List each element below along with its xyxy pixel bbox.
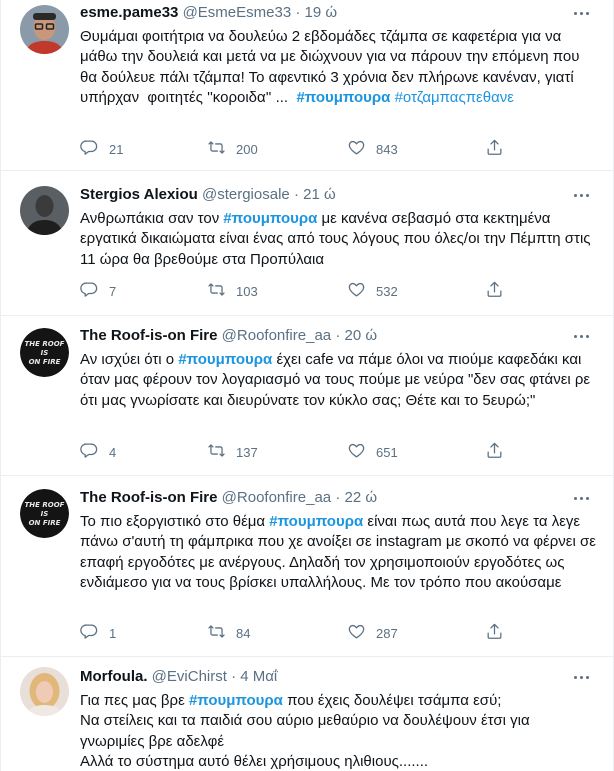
timestamp[interactable]: 22 ώ	[344, 489, 378, 506]
tweet-text-segment: είναι πως αυτά που λεγε τα λεγε πάνω σ'αυτή τη φάμπρικα που χε ανοίξει σε instagram με σκοπό να φέρνει σε επαφή εργοδότες με ανέργους. Δηλαδή τον χρησιμοποιούν εργοδότες ως ενδιάμεσο για να τους βρίσκει υπαλλήλους. Με τον τρόπο που ακούσαμε	[80, 513, 601, 592]
timestamp[interactable]: 21 ώ	[303, 186, 336, 203]
svg-text:THE ROOF: THE ROOF	[24, 501, 65, 509]
retweet-button[interactable]	[207, 281, 258, 301]
likes-count: 287	[376, 625, 398, 641]
share-icon	[485, 280, 504, 302]
avatar[interactable]	[20, 489, 69, 538]
hashtag-link[interactable]: #πουμπουρα	[269, 513, 364, 530]
more-options-icon[interactable]	[571, 3, 591, 23]
avatar[interactable]	[20, 667, 69, 716]
tweet-header	[80, 326, 377, 346]
like-button[interactable]	[347, 623, 398, 643]
timestamp[interactable]: 4 Μαΐ	[240, 668, 278, 685]
tweet-header	[80, 488, 377, 508]
hashtag-link[interactable]: #πουμπουρα	[223, 210, 318, 227]
author-name[interactable]: The Roof-is-on Fire	[80, 327, 218, 344]
hashtag-link[interactable]: #πουμπουρα	[296, 89, 391, 107]
like-button[interactable]	[347, 139, 398, 159]
retweet-button[interactable]	[207, 139, 258, 159]
tweet-header	[80, 3, 337, 23]
retweet-button[interactable]	[207, 442, 258, 462]
separator-dot: ·	[293, 186, 299, 203]
retweet-icon	[207, 280, 226, 302]
tweet-text-segment: με κανένα σεβασμό στα κεκτημένα εργατικά δικαιώματα είναι ένας από τους λόγους που όλες/οι την Πέμπτη στις 11 ώρα θα βρεθούμε στα Προπύλαια	[80, 210, 595, 268]
author-handle[interactable]: @EsmeEsme33	[182, 4, 292, 21]
separator-dot: ·	[335, 489, 341, 506]
tweet-text-segment: Το πιο εξοργιστικό στο θέμα	[80, 513, 270, 530]
hashtag-link[interactable]: #πουμπουρα	[178, 351, 273, 368]
tweet-text-segment: Αν ισχύει ότι ο	[80, 351, 179, 368]
tweet-actions	[80, 281, 520, 301]
retweets-count: 103	[236, 283, 258, 299]
replies-count: 21	[109, 141, 124, 157]
hashtag-link[interactable]: #πουμπουρα	[188, 692, 283, 709]
hashtag-link[interactable]: #οτζαμπαςπεθανε	[394, 89, 514, 107]
tweet-header	[80, 185, 336, 205]
like-icon	[347, 138, 366, 160]
share-button[interactable]	[485, 139, 504, 159]
author-name[interactable]: Morfoula.	[80, 668, 148, 685]
tweet-text	[80, 27, 598, 109]
svg-text:THE ROOF: THE ROOF	[24, 340, 65, 348]
tweet-text-segment: Για πες μας βρε	[80, 692, 189, 709]
retweet-icon	[207, 622, 226, 644]
tweet-text	[80, 209, 598, 270]
author-handle[interactable]: @EviChirst	[151, 668, 227, 685]
svg-text:ON FIRE: ON FIRE	[28, 519, 61, 527]
share-button[interactable]	[485, 442, 504, 462]
tweet[interactable]	[1, 0, 613, 171]
tweet-actions	[80, 139, 520, 159]
author-handle[interactable]: @Roofonfire_aa	[221, 489, 332, 506]
author-name[interactable]: The Roof-is-on Fire	[80, 489, 218, 506]
reply-icon	[80, 622, 99, 644]
avatar[interactable]	[20, 186, 69, 235]
svg-text:IS: IS	[40, 510, 49, 518]
replies-count: 4	[109, 444, 117, 460]
retweet-button[interactable]	[207, 623, 250, 643]
likes-count: 843	[376, 141, 398, 157]
retweets-count: 200	[236, 141, 258, 157]
reply-icon	[80, 280, 99, 302]
tweet-actions	[80, 442, 520, 462]
like-icon	[347, 622, 366, 644]
share-icon	[485, 138, 504, 160]
reply-icon	[80, 441, 99, 463]
tweet-text-segment: Ανθρωπάκια σαν τον	[80, 210, 224, 227]
replies-count: 7	[109, 283, 117, 299]
like-icon	[347, 441, 366, 463]
more-options-icon[interactable]	[571, 667, 591, 687]
share-button[interactable]	[485, 281, 504, 301]
more-options-icon[interactable]	[571, 326, 591, 346]
svg-text:ON FIRE: ON FIRE	[28, 358, 61, 366]
like-icon	[347, 280, 366, 302]
author-handle[interactable]: @Roofonfire_aa	[221, 327, 332, 344]
separator-dot: ·	[335, 327, 341, 344]
tweet[interactable]	[1, 476, 613, 657]
timestamp[interactable]: 19 ώ	[304, 4, 338, 21]
tweet[interactable]	[1, 657, 613, 771]
reply-button[interactable]	[80, 139, 123, 159]
tweet-actions	[80, 623, 520, 643]
retweets-count: 137	[236, 444, 258, 460]
like-button[interactable]	[347, 281, 398, 301]
separator-dot: ·	[295, 4, 301, 21]
tweet-text	[80, 691, 598, 771]
author-name[interactable]: esme.pame33	[80, 4, 179, 21]
retweet-icon	[207, 138, 226, 160]
tweet[interactable]	[1, 171, 613, 316]
timestamp[interactable]: 20 ώ	[344, 327, 378, 344]
tweet-text-segment: που έχεις δουλέψει τσάμπα εσύ; Να στείλεις και τα παιδιά σου αύριο μεθαύριο να δουλέψουν έτσι για γνωριμίες βρε αδελφέ Αλλά το σύστημα αυτό θέλει χρήσιμους ηλιθιους.......	[80, 692, 530, 771]
share-icon	[485, 622, 504, 644]
author-name[interactable]: Stergios Alexiou	[80, 186, 198, 203]
more-options-icon[interactable]	[571, 185, 591, 205]
likes-count: 532	[376, 283, 398, 299]
retweet-icon	[207, 441, 226, 463]
tweet-text	[80, 350, 598, 411]
reply-button[interactable]	[80, 623, 116, 643]
tweet[interactable]	[1, 316, 613, 476]
avatar[interactable]	[20, 328, 69, 377]
avatar[interactable]	[20, 5, 69, 54]
share-button[interactable]	[485, 623, 504, 643]
tweet-text-segment: Θυμάμαι φοιτήτρια να δουλεύω 2 εβδομάδες τζάμπα σε καφετέρια για να μάθω την δουλειά και μετά να με διώχνουν για να πάρουν την επόμενη που θα δούλευε πάλι τζάμπα! Το αφεντικό 3 χρόνια δεν πλήρωνε κανέναν, γιατί υπήρχαν φοιτητές ''κοροιδα'' ...	[80, 28, 584, 107]
separator-dot: ·	[231, 668, 237, 685]
svg-text:IS: IS	[40, 349, 49, 357]
tweet-text-segment: έχει cafe να πάμε όλοι να πιούμε καφεδάκι και όταν μας φέρουν τον λογαριασμό να τους πούμε με νεύρα "δεν σας φτάνει ρε ότι μας γνωρίσατε και διευρύνατε τον κύκλο σας; Θέτε και το 5ευρώ;"	[80, 351, 595, 409]
replies-count: 1	[109, 625, 117, 641]
tweet-text	[80, 512, 601, 594]
reply-button[interactable]	[80, 281, 116, 301]
reply-button[interactable]	[80, 442, 116, 462]
reply-icon	[80, 138, 99, 160]
like-button[interactable]	[347, 442, 398, 462]
share-icon	[485, 441, 504, 463]
likes-count: 651	[376, 444, 398, 460]
retweets-count: 84	[236, 625, 251, 641]
more-options-icon[interactable]	[571, 488, 591, 508]
tweet-header	[80, 667, 277, 687]
author-handle[interactable]: @stergiosale	[201, 186, 290, 203]
